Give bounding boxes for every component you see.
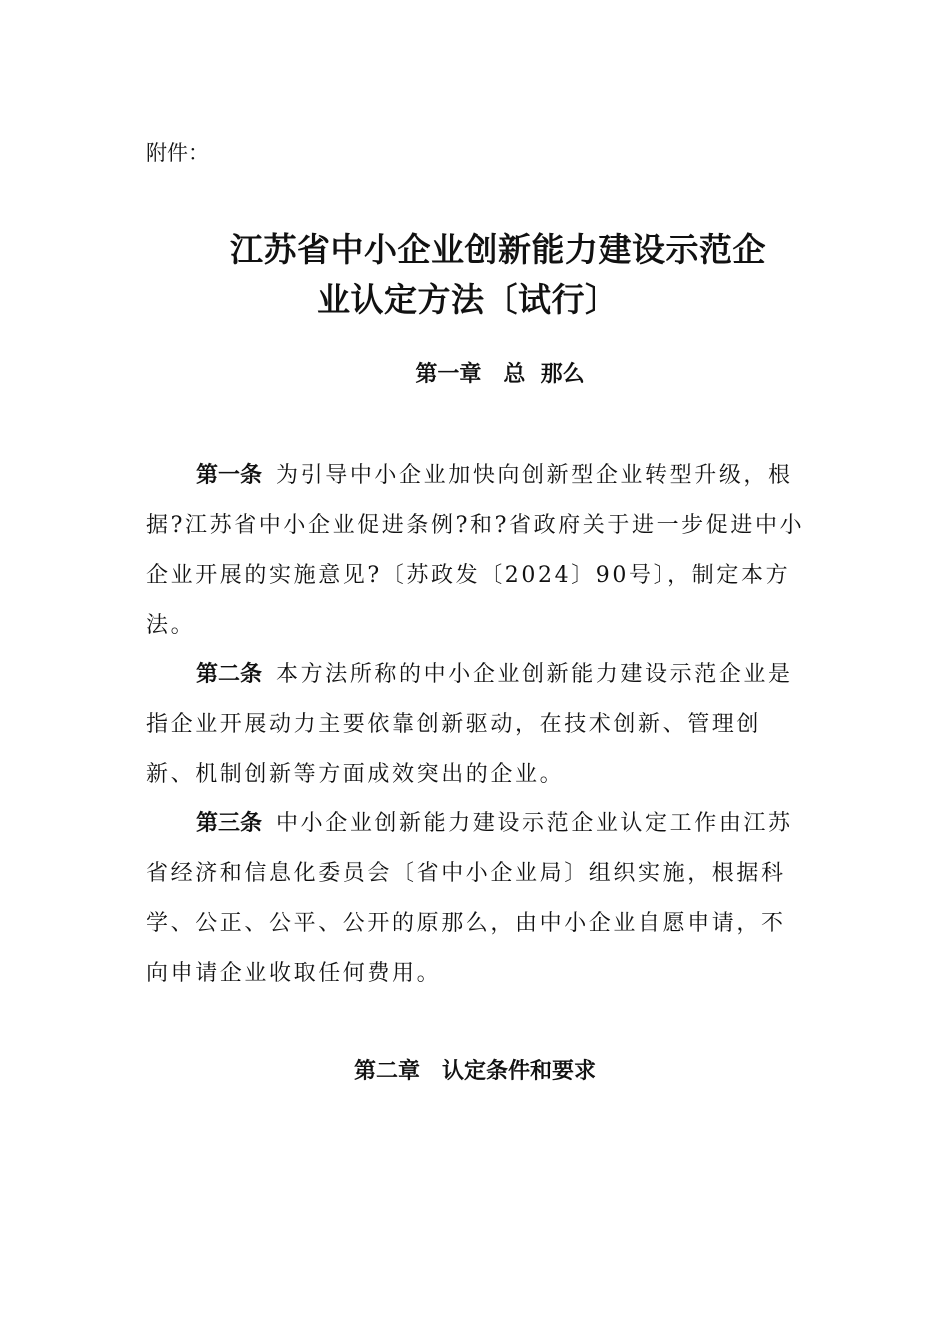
article-3 [146,799,806,999]
article-1-number: 第一条 [196,463,263,488]
article-2 [146,650,806,800]
article-3-number: 第三条 [196,811,263,836]
article-2-text: 本方法所称的中小企业创新能力建设示范企业是指企业开展动力主要依靠创新驱动，在技术创新、管理创新、机制创新等方面成效突出的企业。 [146,662,793,787]
document-title-line-2: 业认定方法〔试行〕 [317,280,619,319]
article-2-number: 第二条 [196,662,263,687]
article-1 [146,451,806,651]
document-title [230,225,810,325]
chapter-2-heading: 第二章 认定条件和要求 [353,1059,596,1084]
document-title-line-1: 江苏省中小企业创新能力建设示范企 [230,230,766,269]
article-1-text: 为引导中小企业加快向创新型企业转型升级，根据?江苏省中小企业促进条例?和?省政府关于进一步促进中小企业开展的实施意见?〔苏政发〔2024〕90号〕，制定本方法。 [146,463,805,638]
attachment-label: 附件： [146,141,209,165]
chapter-1-heading: 第一章 总 那么 [415,362,585,387]
article-3-text: 中小企业创新能力建设示范企业认定工作由江苏省经济和信息化委员会〔省中小企业局〕组织实施，根据科学、公正、公平、公开的原那么，由中小企业自愿申请，不向申请企业收取任何费用。 [146,811,793,986]
